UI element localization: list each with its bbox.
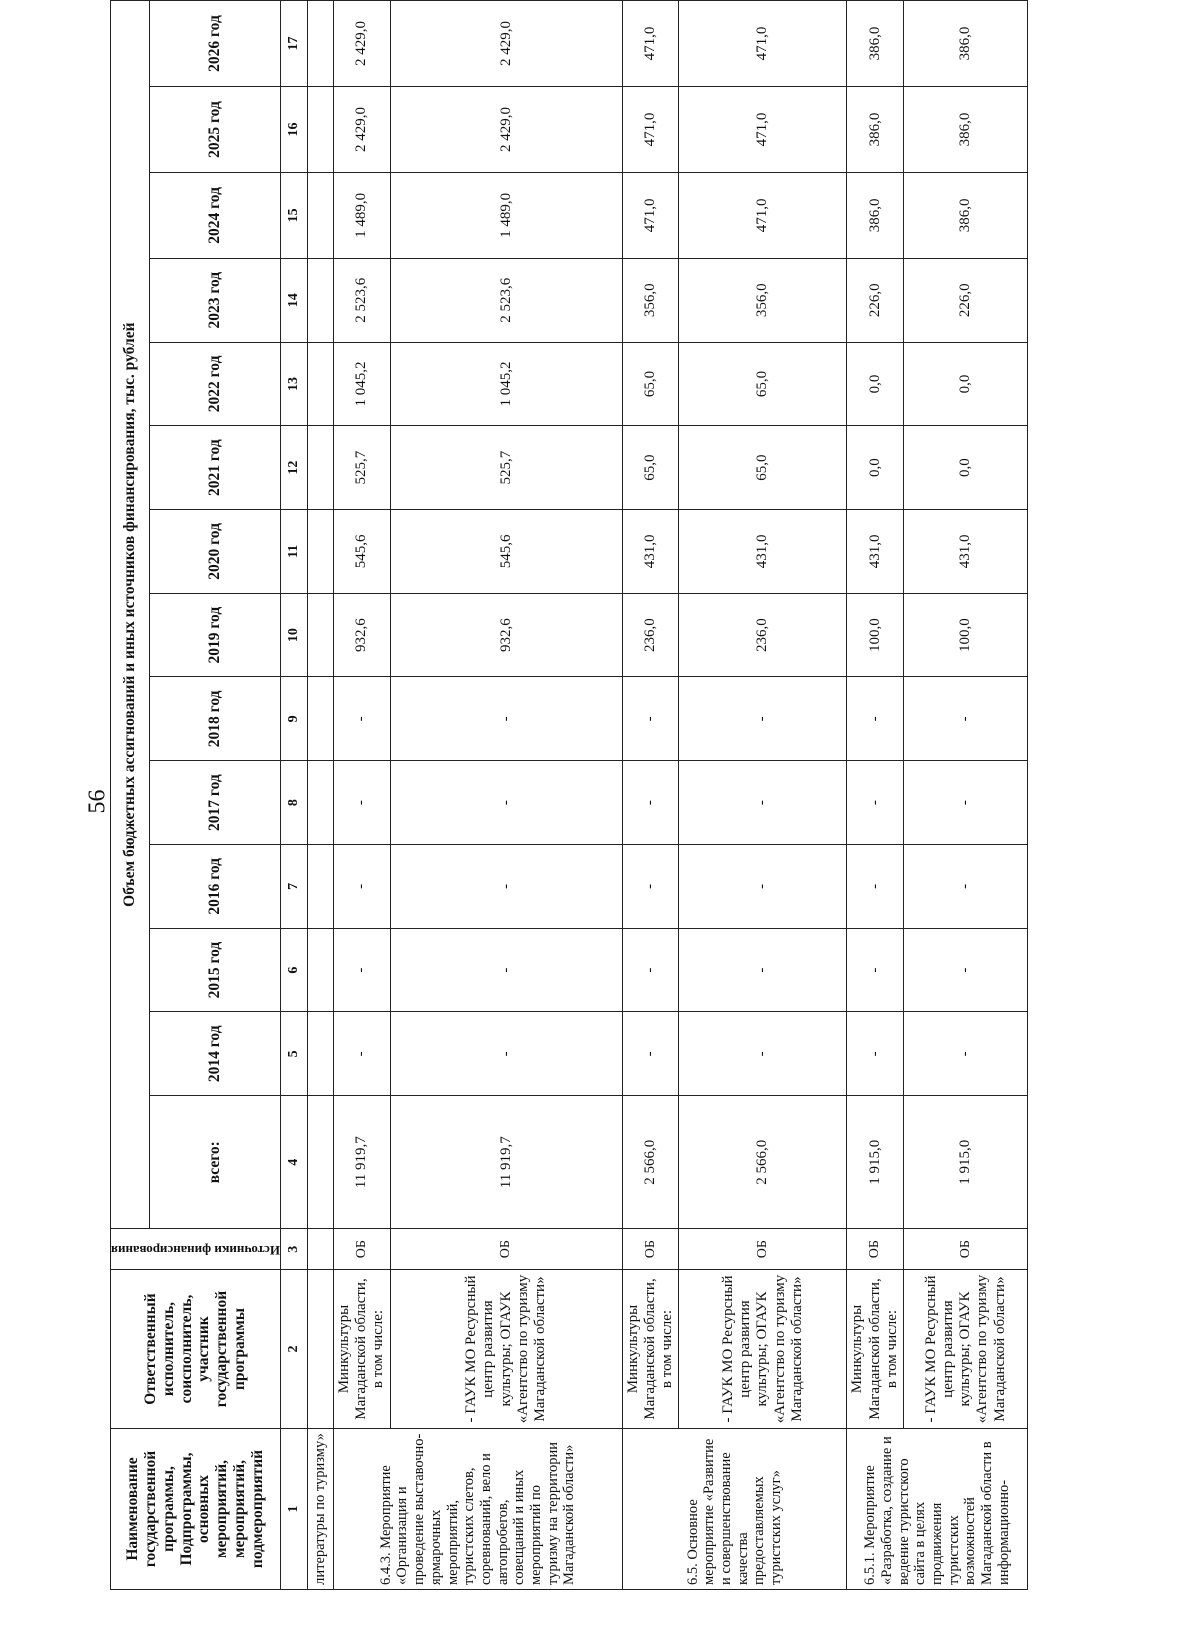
value-cell: - [847,677,904,761]
header-total: всего: [150,1096,281,1229]
header-year-2021: 2021 год [150,426,281,510]
value-cell: 932,6 [333,593,390,677]
value-cell: 545,6 [333,510,390,594]
activity-name: 6.5. Основное мероприятие «Развитие и совершенствование качества предоставляемых туристских услуг» [622,1428,847,1589]
value-cell: 525,7 [333,426,390,510]
empty-cell [307,1,333,87]
column-number: 15 [280,172,307,258]
value-cell: 932,6 [390,593,622,677]
funding-source: ОБ [904,1229,1028,1270]
value-cell: 431,0 [622,510,679,594]
value-cell: 1 045,2 [390,342,622,426]
value-cell: 2 429,0 [390,1,622,87]
value-cell: - [679,928,847,1012]
value-cell: 100,0 [847,593,904,677]
value-cell: 0,0 [904,342,1028,426]
value-cell: - [333,677,390,761]
value-cell: 356,0 [622,258,679,342]
header-year-2014: 2014 год [150,1012,281,1096]
column-number: 7 [280,844,307,928]
column-number: 12 [280,426,307,510]
value-cell: 525,7 [390,426,622,510]
header-year-2015: 2015 год [150,928,281,1012]
executor: - ГАУК МО Ресурсный центр развития культуры; ОГАУК «Агентство по туризму Магаданской области» [679,1270,847,1429]
value-cell: - [390,844,622,928]
value-cell: - [679,844,847,928]
value-cell: - [679,761,847,845]
value-cell: 431,0 [904,510,1028,594]
value-cell: 2 429,0 [333,1,390,87]
activity-name: 6.5.1. Мероприятие «Разработка, создание и ведение туристского сайта в целях продвижения туристских возможностей Магаданской области в информационно- [847,1428,1028,1589]
value-cell: 386,0 [847,1,904,87]
activity-name: 6.4.3. Мероприятие «Организация и проведение выставочно-ярмарочных мероприятий, туристских слетов, соревнований, вело и автопробегов, совещаний и иных мероприятий по туризму на территории Магаданской области» [333,1428,622,1589]
value-cell: 0,0 [847,342,904,426]
table-row [333,1,390,1590]
value-cell: 236,0 [622,593,679,677]
column-number: 13 [280,342,307,426]
empty-cell [307,258,333,342]
executor: Минкультуры Магаданской области, в том числе: [847,1270,904,1429]
header-year-2025: 2025 год [150,87,281,173]
value-cell: 471,0 [679,87,847,173]
value-cell: 11 919,7 [390,1096,622,1229]
value-cell: - [847,761,904,845]
value-cell: 65,0 [622,342,679,426]
page-number: 56 [84,789,111,814]
empty-cell [307,172,333,258]
empty-cell [307,342,333,426]
column-number: 2 [280,1270,307,1429]
empty-cell [307,510,333,594]
value-cell: 471,0 [622,172,679,258]
executor: - ГАУК МО Ресурсный центр развития культуры; ОГАУК «Агентство по туризму Магаданской области» [390,1270,622,1429]
empty-cell [307,1012,333,1096]
value-cell: 471,0 [622,87,679,173]
empty-cell [307,1096,333,1229]
value-cell: 2 566,0 [622,1096,679,1229]
rotated-table-wrapper [110,0,1060,1590]
empty-cell [307,87,333,173]
header-executor: Ответственный исполнитель, соисполнитель, участник государственной программы [111,1270,281,1429]
column-number: 16 [280,87,307,173]
column-number: 10 [280,593,307,677]
value-cell: 65,0 [679,342,847,426]
header-year-2023: 2023 год [150,258,281,342]
value-cell: - [333,928,390,1012]
header-year-2022: 2022 год [150,342,281,426]
column-number: 1 [280,1428,307,1589]
column-number: 5 [280,1012,307,1096]
header-year-2020: 2020 год [150,510,281,594]
value-cell: 386,0 [904,1,1028,87]
table-row [679,1,847,1590]
empty-cell [307,593,333,677]
column-number: 9 [280,677,307,761]
value-cell: 11 919,7 [333,1096,390,1229]
column-number: 14 [280,258,307,342]
value-cell: 356,0 [679,258,847,342]
value-cell: 1 915,0 [847,1096,904,1229]
value-cell: - [679,677,847,761]
executor: Минкультуры Магаданской области, в том числе: [333,1270,390,1429]
value-cell: 100,0 [904,593,1028,677]
value-cell: - [333,1012,390,1096]
table-row [390,1,622,1590]
funding-source: ОБ [847,1229,904,1270]
header-group: Объем бюджетных ассигнований и иных источников финансирования, тыс. рублей [111,1,150,1229]
column-number: 3 [280,1229,307,1270]
value-cell: - [333,761,390,845]
value-cell: - [390,928,622,1012]
value-cell: - [622,844,679,928]
value-cell: 2 429,0 [390,87,622,173]
empty-cell [307,761,333,845]
value-cell: 431,0 [679,510,847,594]
empty-cell [307,1229,333,1270]
value-cell: - [904,1012,1028,1096]
value-cell: - [622,1012,679,1096]
value-cell: 236,0 [679,593,847,677]
header-year-2016: 2016 год [150,844,281,928]
column-number: 17 [280,1,307,87]
value-cell: 1 045,2 [333,342,390,426]
column-number: 11 [280,510,307,594]
value-cell: 545,6 [390,510,622,594]
value-cell: - [622,928,679,1012]
value-cell: 65,0 [622,426,679,510]
value-cell: 226,0 [904,258,1028,342]
table-row [904,1,1028,1590]
column-number: 4 [280,1096,307,1229]
funding-source: ОБ [679,1229,847,1270]
value-cell: - [904,928,1028,1012]
executor: Минкультуры Магаданской области, в том числе: [622,1270,679,1429]
value-cell: 2 523,6 [333,258,390,342]
table-row [847,1,904,1590]
value-cell: - [333,844,390,928]
column-number: 6 [280,928,307,1012]
value-cell: 1 915,0 [904,1096,1028,1229]
value-cell: - [904,761,1028,845]
executor: - ГАУК МО Ресурсный центр развития культуры; ОГАУК «Агентство по туризму Магаданской области» [904,1270,1028,1429]
value-cell: 0,0 [847,426,904,510]
header-year-2018: 2018 год [150,677,281,761]
header-name: Наименование государственной программы, Подпрограммы, основных мероприятий, мероприятий, подмероприятий [111,1428,281,1589]
funding-source: ОБ [333,1229,390,1270]
empty-cell [307,1270,333,1429]
value-cell: - [390,677,622,761]
empty-cell [307,928,333,1012]
value-cell: 2 429,0 [333,87,390,173]
header-source: Источники финансирования [111,1229,281,1270]
column-number: 8 [280,761,307,845]
value-cell: 471,0 [679,1,847,87]
value-cell: - [390,1012,622,1096]
header-year-2019: 2019 год [150,593,281,677]
value-cell: - [847,844,904,928]
funding-source: ОБ [622,1229,679,1270]
value-cell: - [904,677,1028,761]
value-cell: 386,0 [904,87,1028,173]
empty-cell [307,426,333,510]
value-cell: - [622,677,679,761]
value-cell: 431,0 [847,510,904,594]
value-cell: 471,0 [679,172,847,258]
value-cell: 2 523,6 [390,258,622,342]
header-year-2024: 2024 год [150,172,281,258]
empty-cell [307,844,333,928]
value-cell: 0,0 [904,426,1028,510]
value-cell: - [847,1012,904,1096]
value-cell: 1 489,0 [333,172,390,258]
value-cell: - [679,1012,847,1096]
value-cell: - [390,761,622,845]
header-year-2017: 2017 год [150,761,281,845]
value-cell: 471,0 [622,1,679,87]
value-cell: 2 566,0 [679,1096,847,1229]
value-cell: - [622,761,679,845]
value-cell: 1 489,0 [390,172,622,258]
funding-source: ОБ [390,1229,622,1270]
value-cell: 386,0 [847,172,904,258]
financing-table [110,0,1028,1590]
value-cell: 226,0 [847,258,904,342]
value-cell: 386,0 [904,172,1028,258]
table-row [622,1,679,1590]
continued-name: литературы по туризму» [307,1428,333,1589]
value-cell: 386,0 [847,87,904,173]
header-year-2026: 2026 год [150,1,281,87]
value-cell: - [904,844,1028,928]
value-cell: 65,0 [679,426,847,510]
empty-cell [307,677,333,761]
value-cell: - [847,928,904,1012]
